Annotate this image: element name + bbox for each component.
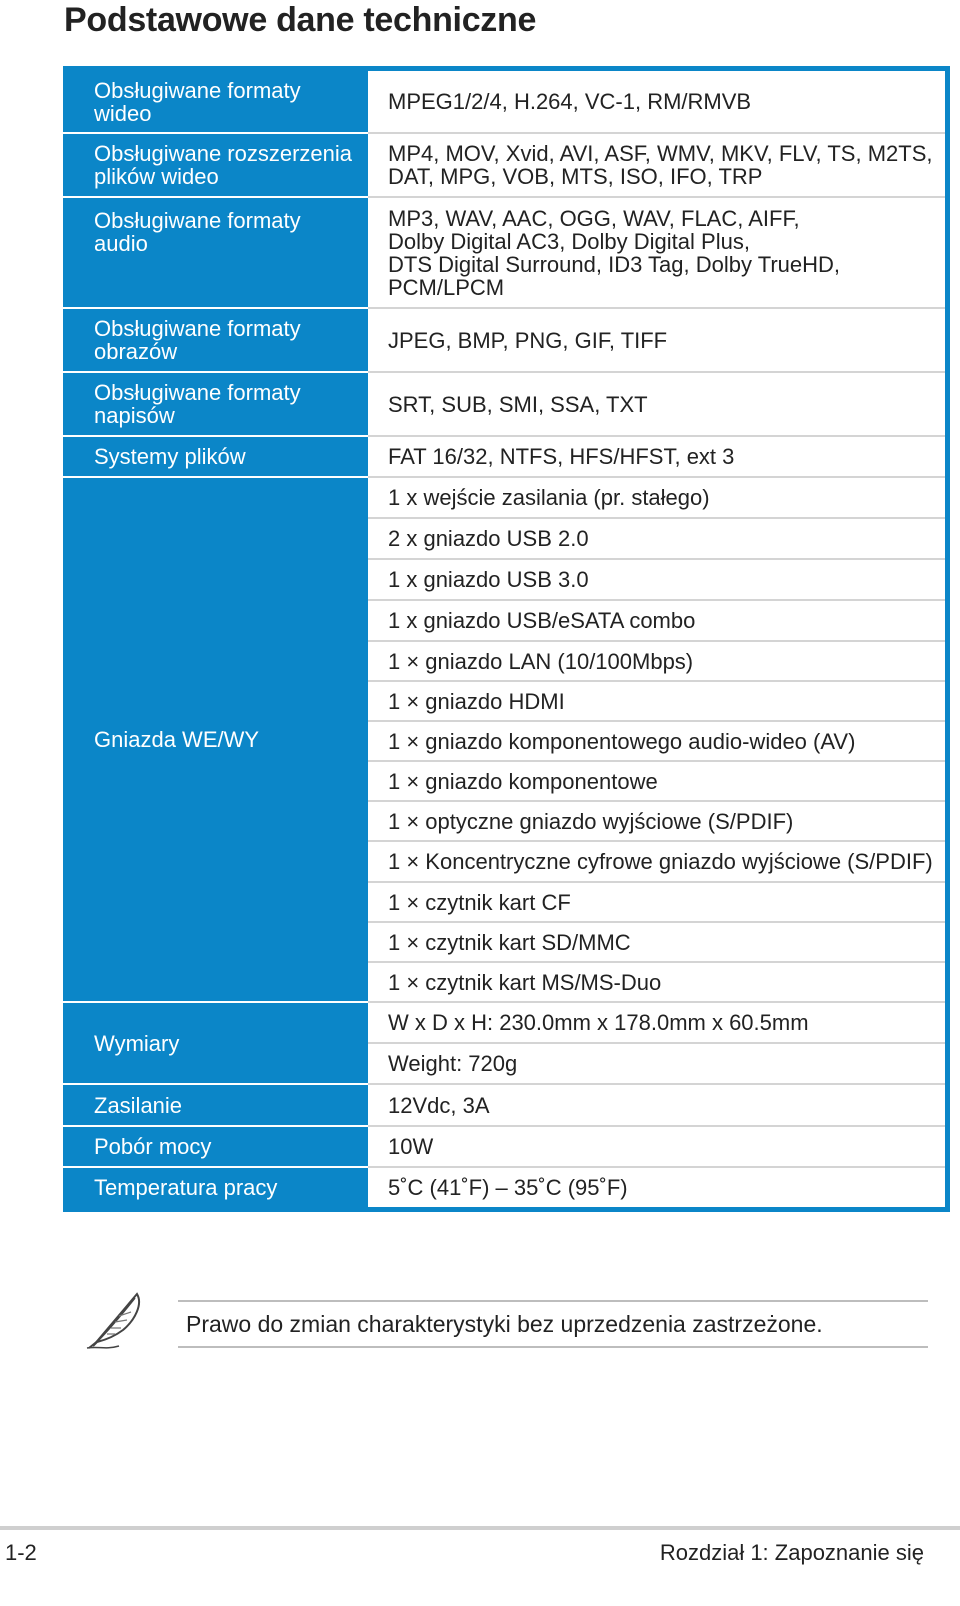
spec-value xyxy=(368,519,945,560)
spec-label xyxy=(63,478,368,1003)
spec-row-power-consumption xyxy=(63,1127,945,1168)
spec-value xyxy=(368,762,945,802)
spec-value-line: 10W xyxy=(388,1134,434,1159)
spec-value xyxy=(368,722,945,762)
spec-label xyxy=(63,373,368,437)
spec-row-video-formats xyxy=(63,71,945,134)
spec-row-image-formats xyxy=(63,309,945,373)
spec-value xyxy=(368,883,945,923)
spec-value xyxy=(368,134,945,198)
spec-value-line: 2 x gniazdo USB 2.0 xyxy=(388,526,589,551)
spec-value-line: SRT, SUB, SMI, SSA, TXT xyxy=(388,391,648,417)
spec-value-line: 1 × czytnik kart SD/MMC xyxy=(388,929,631,955)
spec-label-line: Obsługiwane formaty xyxy=(94,316,301,341)
spec-value-line: 1 × gniazdo LAN (10/100Mbps) xyxy=(388,648,694,674)
spec-value-line: 1 x gniazdo USB/eSATA combo xyxy=(388,608,696,633)
spec-value-line: 1 × gniazdo komponentowe xyxy=(388,768,658,794)
spec-value xyxy=(368,963,945,1003)
spec-value-line: DTS Digital Surround, ID3 Tag, Dolby TrueHD, xyxy=(388,251,840,277)
spec-value xyxy=(368,923,945,963)
spec-value xyxy=(368,198,945,309)
spec-value xyxy=(368,1003,945,1044)
spec-label-line: Wymiary xyxy=(94,1030,180,1056)
spec-label-line: plików wideo xyxy=(94,164,219,189)
spec-label-line: wideo xyxy=(94,100,152,126)
spec-value-line: MPEG1/2/4, H.264, VC-1, RM/RMVB xyxy=(388,89,752,114)
spec-label xyxy=(63,1168,368,1207)
spec-value-line: 5˚C (41˚F) – 35˚C (95˚F) xyxy=(388,1175,628,1200)
spec-value xyxy=(368,802,945,842)
spec-value-line: 1 × czytnik kart CF xyxy=(388,889,571,915)
spec-value xyxy=(368,373,945,437)
spec-value-line: 1 × czytnik kart MS/MS-Duo xyxy=(388,969,662,995)
spec-value xyxy=(368,71,945,134)
spec-value-line: 1 × optyczne gniazdo wyjściowe (S/PDIF) xyxy=(388,808,794,834)
footer-rule xyxy=(0,1526,960,1530)
spec-value xyxy=(368,682,945,722)
spec-value-line: MP3, WAV, AAC, OGG, WAV, FLAC, AIFF, xyxy=(388,205,800,231)
spec-value-line: 1 × gniazdo komponentowego audio-wideo (AV) xyxy=(388,728,856,754)
spec-value xyxy=(368,478,945,519)
spec-label xyxy=(63,437,368,478)
spec-row-video-extensions xyxy=(63,134,945,198)
spec-value-line: 1 x wejście zasilania (pr. stałego) xyxy=(388,485,710,510)
spec-value xyxy=(368,601,945,642)
spec-value xyxy=(368,560,945,601)
spec-row-temperature xyxy=(63,1168,945,1207)
spec-value xyxy=(368,842,945,883)
spec-row-audio-formats xyxy=(63,198,945,309)
spec-value-line: Dolby Digital AC3, Dolby Digital Plus, xyxy=(388,228,750,254)
chapter-title: Rozdział 1: Zapoznanie się xyxy=(659,1540,924,1565)
spec-value xyxy=(368,1044,945,1085)
spec-label-line: Pobór mocy xyxy=(94,1134,212,1159)
page-number: 1-2 xyxy=(5,1540,37,1565)
spec-value xyxy=(368,1127,945,1168)
spec-value-line: 12Vdc, 3A xyxy=(388,1092,490,1118)
spec-value xyxy=(368,309,945,373)
note-text: Prawo do zmian charakterystyki bez uprzedzenia zastrzeżone. xyxy=(186,1311,823,1337)
spec-label xyxy=(63,198,368,309)
spec-value-line: DAT, MPG, VOB, MTS, ISO, IFO, TRP xyxy=(388,164,763,189)
spec-label-line: Gniazda WE/WY xyxy=(94,727,260,752)
spec-value-line: FAT 16/32, NTFS, HFS/HFST, ext 3 xyxy=(388,444,735,469)
spec-table xyxy=(63,66,950,1212)
spec-value-line: W x D x H: 230.0mm x 178.0mm x 60.5mm xyxy=(388,1010,809,1035)
spec-value-line: 1 × gniazdo HDMI xyxy=(388,688,565,714)
spec-label-line: Zasilanie xyxy=(94,1092,183,1118)
spec-value-line: 1 x gniazdo USB 3.0 xyxy=(388,567,589,592)
spec-value-line: 1 × Koncentryczne cyfrowe gniazdo wyjściowe (S/PDIF) xyxy=(388,849,933,874)
spec-label-line: audio xyxy=(94,231,148,256)
spec-label-line: Systemy plików xyxy=(94,444,246,469)
spec-value xyxy=(368,437,945,478)
spec-row-subtitle-formats xyxy=(63,373,945,437)
spec-value-line: Weight: 720g xyxy=(388,1051,518,1076)
spec-value xyxy=(368,642,945,682)
feather-pen-icon xyxy=(85,1290,147,1357)
spec-label xyxy=(63,71,368,134)
spec-label xyxy=(63,134,368,198)
spec-row-io-ports xyxy=(63,478,945,1003)
spec-label-line: Obsługiwane rozszerzenia xyxy=(94,141,353,166)
spec-value-line: MP4, MOV, Xvid, AVI, ASF, WMV, MKV, FLV, TS, M2TS, xyxy=(388,141,933,166)
page-title: Podstawowe dane techniczne xyxy=(64,1,537,39)
spec-row-power-supply xyxy=(63,1085,945,1127)
spec-label xyxy=(63,1085,368,1127)
spec-value-line: PCM/LPCM xyxy=(388,274,505,300)
spec-label-line: Obsługiwane formaty xyxy=(94,380,301,405)
spec-row-dimensions xyxy=(63,1003,945,1085)
spec-value xyxy=(368,1085,945,1127)
spec-label xyxy=(63,1127,368,1168)
spec-label-line: napisów xyxy=(94,403,175,428)
note-top-rule xyxy=(178,1300,928,1302)
note-bottom-rule xyxy=(178,1346,928,1348)
spec-label-line: Obsługiwane formaty xyxy=(94,77,301,103)
spec-row-filesystems xyxy=(63,437,945,478)
spec-label-line: Obsługiwane formaty xyxy=(94,208,301,233)
spec-value xyxy=(368,1168,945,1207)
spec-value-line: JPEG, BMP, PNG, GIF, TIFF xyxy=(388,327,668,353)
spec-label xyxy=(63,1003,368,1085)
spec-label-line: obrazów xyxy=(94,339,178,364)
spec-label-line: Temperatura pracy xyxy=(94,1175,278,1200)
spec-label xyxy=(63,309,368,373)
